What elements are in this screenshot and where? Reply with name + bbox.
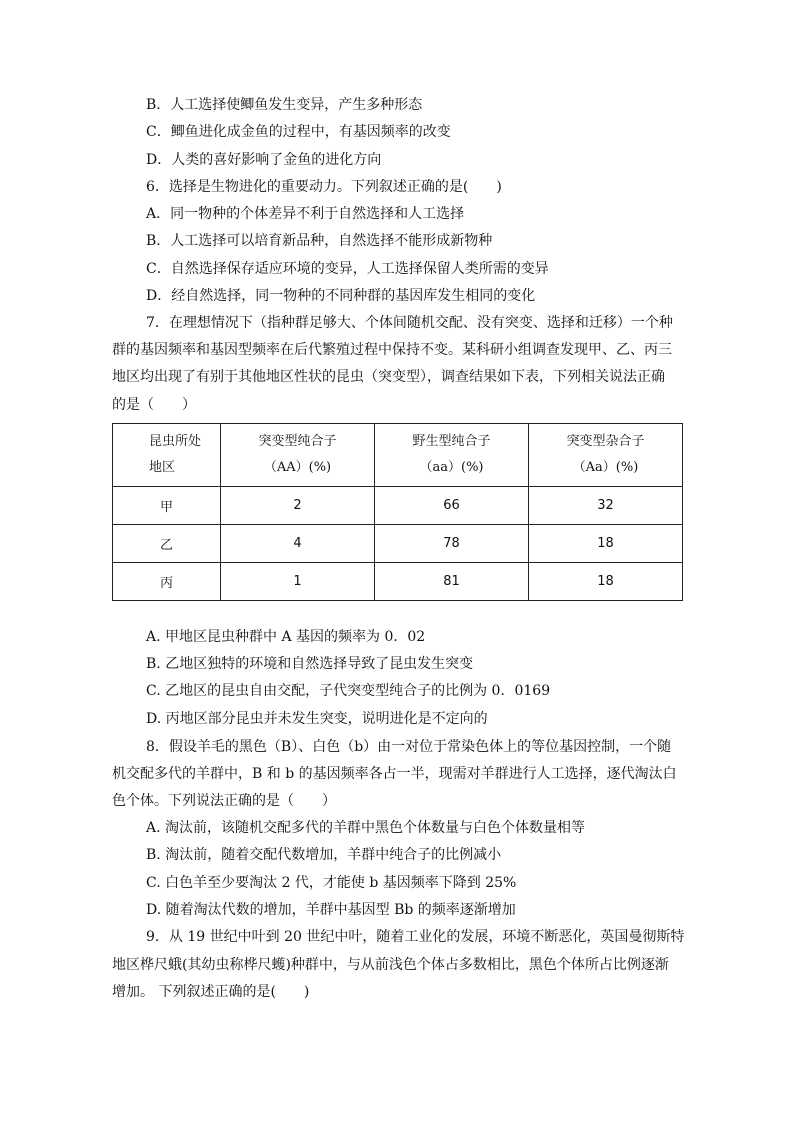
q8-option-c: C. 白色羊至少要淘汰 2 代，才能使 b 基因频率下降到 25%: [146, 875, 517, 891]
header-wild-homozygous-line1: 野生型纯合子: [412, 434, 491, 449]
header-mutant-heterozygous-line1: 突变型杂合子: [566, 434, 645, 449]
q8-stem-line3: 色个体。下列说法正确的是（ ）: [112, 793, 336, 809]
q7-option-d: D. 丙地区部分昆虫并未发生突变，说明进化是不定向的: [146, 711, 488, 727]
q7-stem-line1: 7．在理想情况下（指种群足够大、个体间随机交配、没有突变、选择和迁移）一个种: [146, 315, 673, 331]
table-row: [113, 487, 683, 525]
heterozygous-cell: 32: [529, 487, 683, 525]
header-mutant-homozygous-line2: （AA）(%): [263, 460, 332, 475]
q6-option-d: D．经自然选择，同一物种的不同种群的基因库发生相同的变化: [146, 288, 536, 304]
header-mutant-homozygous-line1: 突变型纯合子: [258, 434, 337, 449]
q8-stem-line2: 机交配多代的羊群中，B 和 b 的基因频率各占一半，现需对羊群进行人工选择，逐代淘汰白: [112, 766, 677, 782]
header-region: [113, 424, 221, 487]
mutant-homozygous-cell: 1: [221, 563, 375, 601]
insect-survey-table: [112, 423, 683, 601]
heterozygous-cell: 18: [529, 525, 683, 563]
header-region-line2: 地区: [149, 460, 176, 475]
q7-option-a: A. 甲地区昆虫种群中 A 基因的频率为 0．02: [146, 629, 426, 645]
q8-stem-line1: 8．假设羊毛的黑色（B）、白色（b）由一对位于常染色体上的等位基因控制，一个随: [146, 739, 672, 755]
wild-homozygous-cell: 78: [375, 525, 529, 563]
q7-option-c: C. 乙地区的昆虫自由交配，子代突变型纯合子的比例为 0．0169: [146, 683, 551, 699]
q6-option-c: C．自然选择保存适应环境的变异，人工选择保留人类所需的变异: [146, 261, 549, 277]
table-row: [113, 525, 683, 563]
q6-stem: 6．选择是生物进化的重要动力。下列叙述正确的是( ): [146, 179, 502, 195]
table-header-row: [113, 424, 683, 487]
q7-stem-line3: 地区均出现了有别于其他地区性状的昆虫（突变型），调查结果如下表，下列相关说法正确: [112, 369, 665, 385]
q8-option-d: D. 随着淘汰代数的增加，羊群中基因型 Bb 的频率逐渐增加: [146, 902, 516, 918]
wild-homozygous-cell: 81: [375, 563, 529, 601]
q5-option-d: D．人类的喜好影响了金鱼的进化方向: [146, 152, 382, 168]
region-cell: 丙: [113, 563, 221, 601]
q9-stem-line2: 地区桦尺蛾(其幼虫称桦尺蠖)种群中，与从前浅色个体占多数相比，黑色个体所占比例逐渐: [112, 957, 669, 973]
table-row: [113, 563, 683, 601]
q7-stem-line2: 群的基因频率和基因型频率在后代繁殖过程中保持不变。某科研小组调查发现甲、乙、丙三: [112, 342, 672, 358]
q7-option-b: B. 乙地区独特的环境和自然选择导致了昆虫发生突变: [146, 656, 474, 672]
region-cell: 乙: [113, 525, 221, 563]
mutant-homozygous-cell: 2: [221, 487, 375, 525]
region-cell: 甲: [113, 487, 221, 525]
q9-stem-line3: 增加。 下列叙述正确的是( ): [112, 984, 310, 1000]
q5-option-b: B．人工选择使鲫鱼发生变异，产生多种形态: [146, 97, 423, 113]
header-mutant-heterozygous: [529, 424, 683, 487]
q8-option-a: A. 淘汰前，该随机交配多代的羊群中黑色个体数量与白色个体数量相等: [146, 820, 586, 836]
q5-option-c: C．鲫鱼进化成金鱼的过程中，有基因频率的改变: [146, 124, 451, 140]
header-mutant-heterozygous-line2: （Aa）(%): [572, 460, 639, 475]
mutant-homozygous-cell: 4: [221, 525, 375, 563]
heterozygous-cell: 18: [529, 563, 683, 601]
q6-option-a: A．同一物种的个体差异不利于自然选择和人工选择: [146, 206, 465, 222]
header-wild-homozygous-line2: （aa）(%): [419, 460, 484, 475]
wild-homozygous-cell: 66: [375, 487, 529, 525]
header-region-line1: 昆虫所处: [149, 434, 202, 449]
q7-stem-line4: 的是（ ）: [112, 397, 196, 413]
q9-stem-line1: 9．从 19 世纪中叶到 20 世纪中叶，随着工业化的发展，环境不断恶化，英国曼彻斯特: [146, 929, 685, 945]
header-mutant-homozygous: [221, 424, 375, 487]
header-wild-homozygous: [375, 424, 529, 487]
q8-option-b: B. 淘汰前，随着交配代数增加，羊群中纯合子的比例减小: [146, 847, 502, 863]
q6-option-b: B．人工选择可以培育新品种，自然选择不能形成新物种: [146, 233, 493, 249]
